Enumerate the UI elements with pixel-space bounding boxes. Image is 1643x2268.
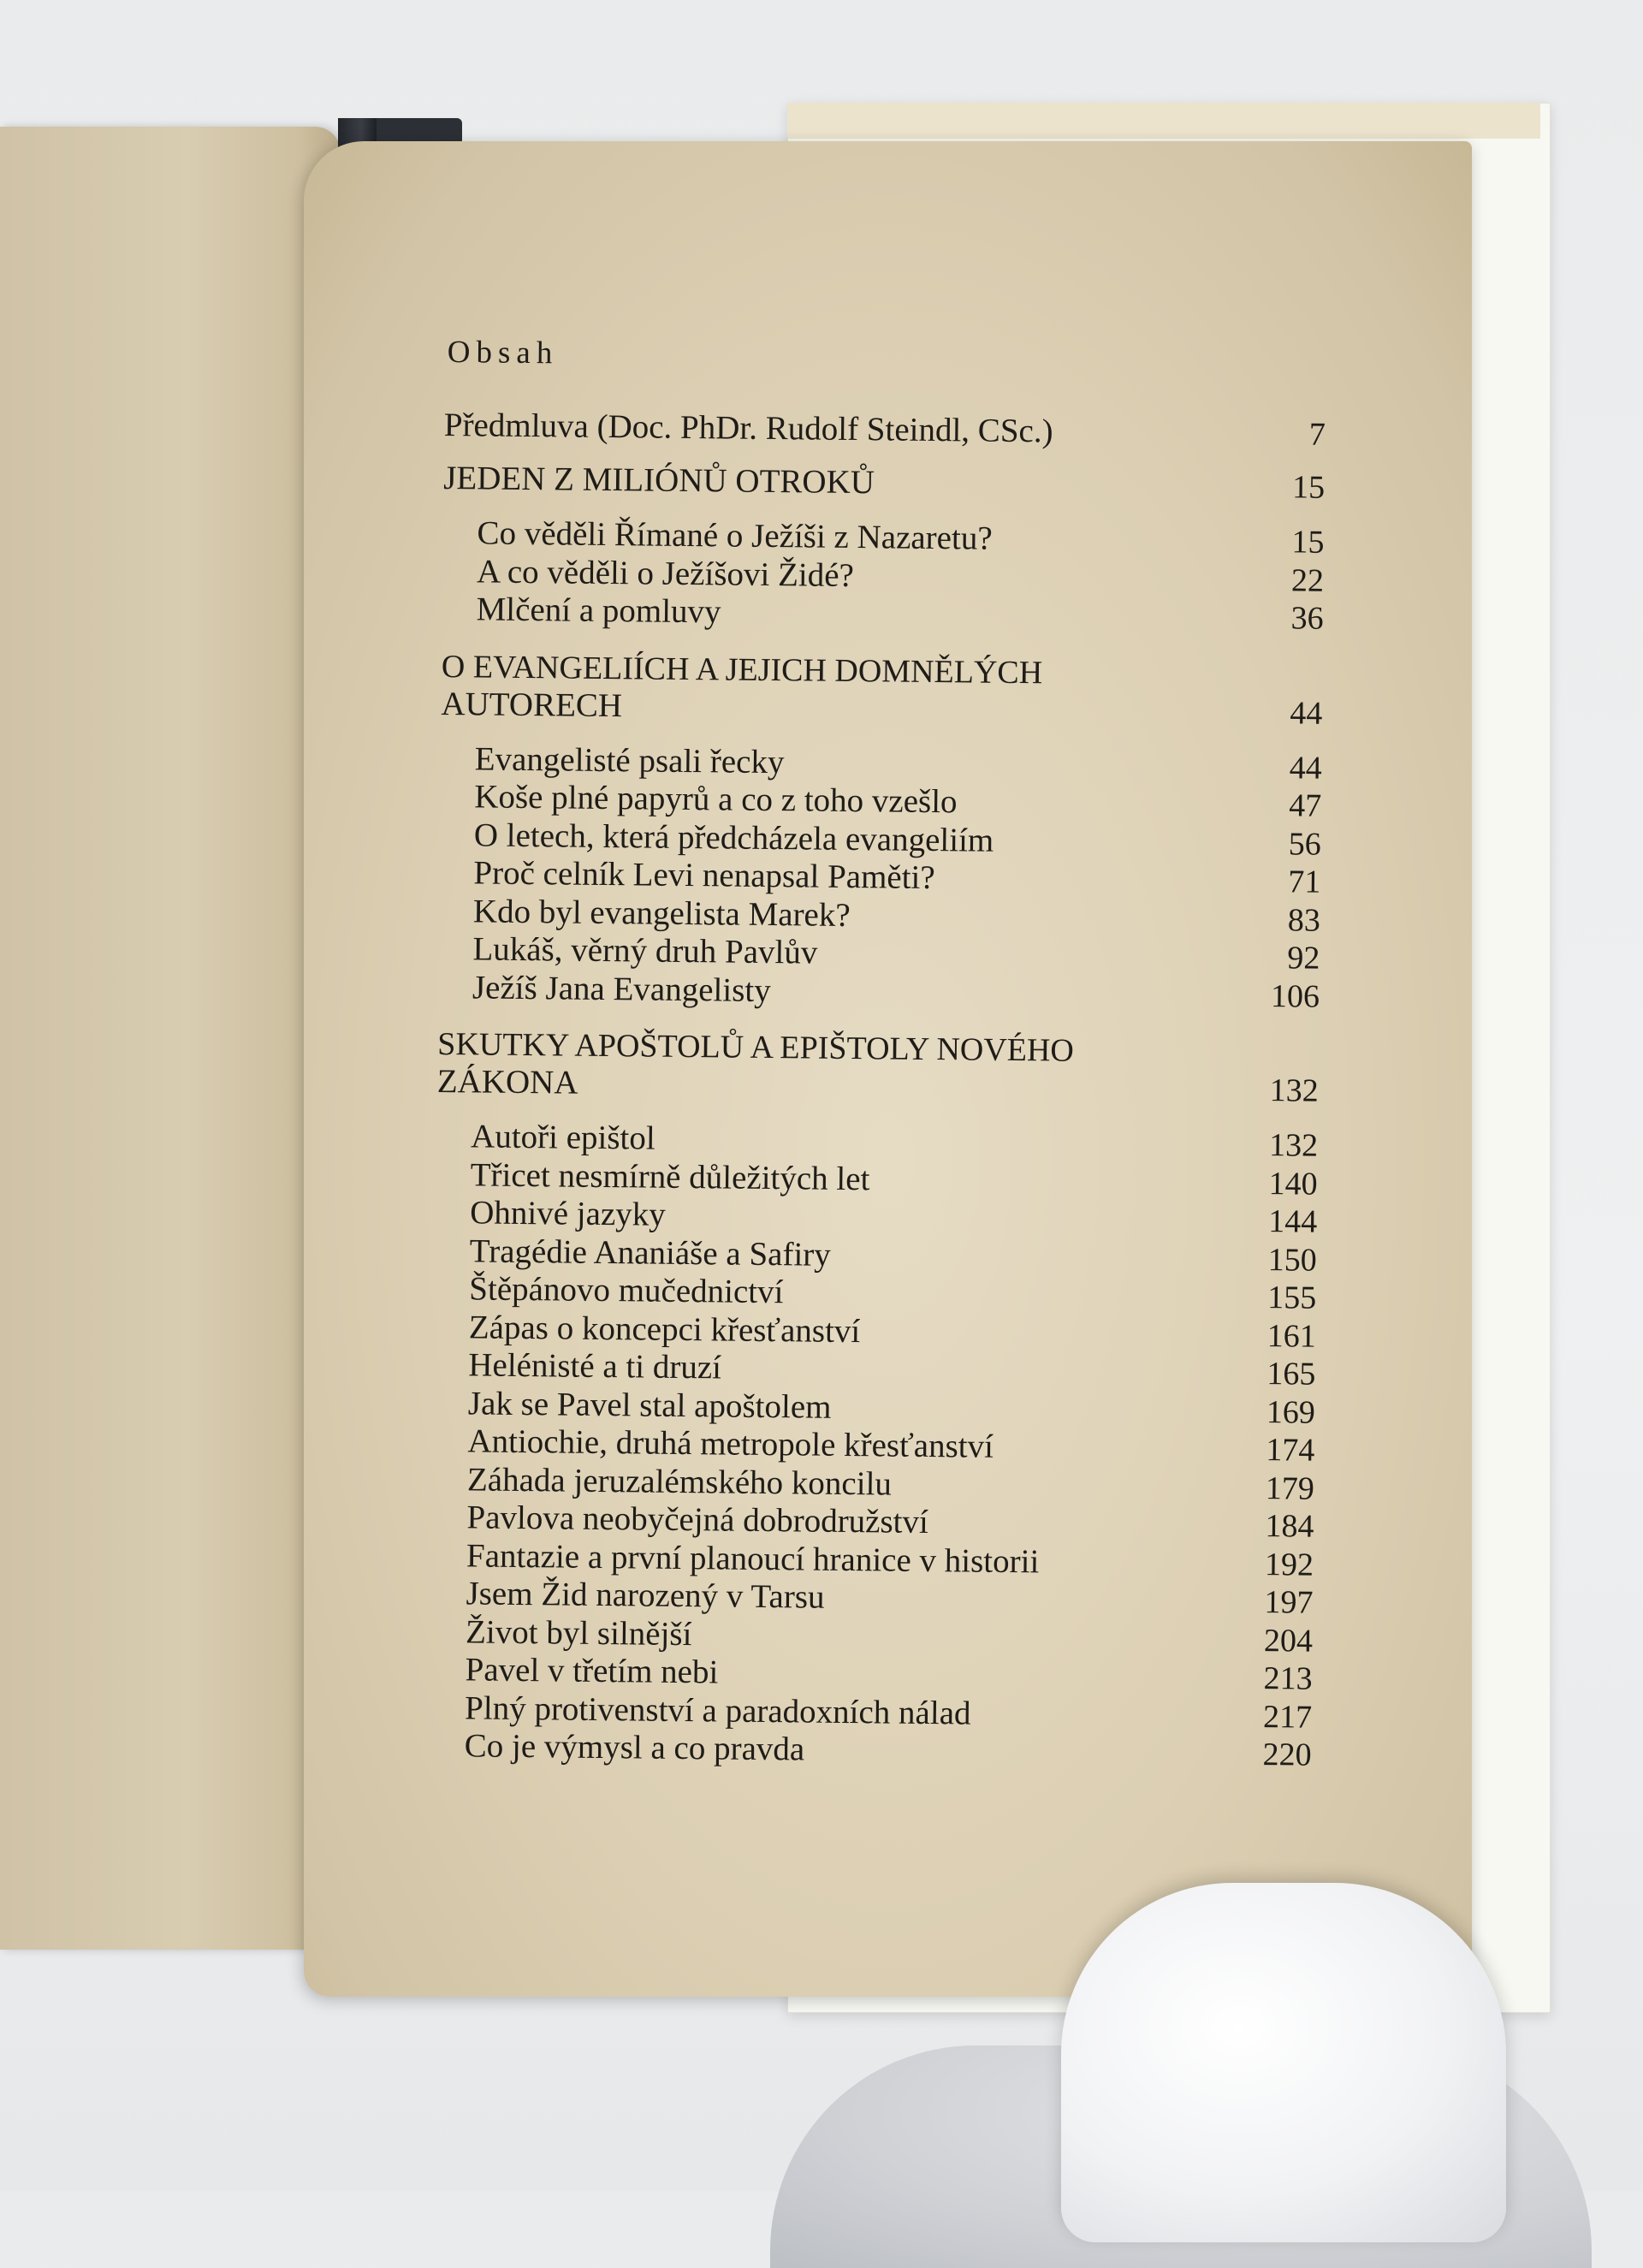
toc-page-number: 204: [1263, 1622, 1314, 1659]
toc-page-number: 15: [1291, 469, 1326, 506]
toc-entry-title: Jak se Pavel stal apoštolem: [467, 1384, 832, 1426]
toc-page-number: 169: [1266, 1393, 1316, 1431]
toc-page-number: 71: [1288, 864, 1321, 900]
toc-page-number: 47: [1289, 787, 1322, 824]
toc-page-number: 144: [1267, 1203, 1318, 1240]
toc-list: [430, 407, 1326, 1774]
toc-page-number: 155: [1267, 1279, 1317, 1316]
toc-entry-title: Život byl silnější: [465, 1612, 692, 1653]
toc-entry-title: Proč celník Levi nenapsal Paměti?: [473, 854, 935, 897]
toc-page-number: 220: [1262, 1737, 1312, 1773]
toc-chapter-row: [444, 407, 1326, 454]
toc-entry-title: Jsem Žid narozený v Tarsu: [466, 1575, 825, 1616]
toc-entry-title: Štěpánovo mučednictví: [469, 1270, 784, 1311]
toc-page-number: 56: [1288, 825, 1322, 863]
toc-page-number: 7: [1308, 416, 1326, 453]
toc-entry-title: Antiochie, druhá metropole křesťanství: [467, 1422, 994, 1465]
toc-page-number: 217: [1262, 1698, 1313, 1736]
toc-entry-title: Lukáš, věrný druh Pavlův: [472, 930, 818, 971]
toc-entry-title: Pavel v třetím nebi: [465, 1651, 719, 1691]
toc-entry-title: Ohnivé jazyky: [470, 1194, 666, 1233]
toc-page-number: 44: [1289, 749, 1322, 787]
toc-entry-title: Předmluva (Doc. PhDr. Rudolf Steindl, CSc.): [443, 406, 1053, 450]
gloved-thumb: [1061, 1883, 1506, 2242]
toc-entry-title: Záhada jeruzalémského koncilu: [466, 1460, 893, 1503]
toc-page-number: 22: [1290, 561, 1325, 599]
toc-entry-title: Koše plné papyrů a co z toho vzešlo: [474, 778, 958, 821]
toc-page-number: 83: [1287, 901, 1321, 939]
toc-page-number: 36: [1290, 600, 1324, 637]
toc-page-number: 106: [1270, 977, 1320, 1015]
toc-entry-title: Pavlova neobyčejná dobrodružství: [466, 1499, 929, 1541]
toc-page-number: 192: [1264, 1546, 1314, 1583]
toc-page-number: 150: [1267, 1241, 1317, 1279]
toc-page-number: 184: [1265, 1508, 1314, 1545]
toc-entry-title: Co je výmysl a co pravda: [464, 1727, 805, 1768]
toc-entry-title: ZÁKONA: [436, 1062, 578, 1101]
toc-entry-title: Fantazie a první planoucí hranice v historii: [466, 1536, 1040, 1580]
toc-page-number: 44: [1290, 694, 1323, 732]
toc-entry-title: Tragédie Ananiáše a Safiry: [469, 1232, 832, 1274]
toc-entry-title: SKUTKY APOŠTOLŮ A EPIŠTOLY NOVÉHO: [437, 1025, 1075, 1069]
toc-entry-title: O EVANGELIÍCH A JEJICH DOMNĚLÝCH: [441, 648, 1043, 691]
toc-page-number: 165: [1266, 1356, 1316, 1392]
toc-entry-title: O letech, která předcházela evangeliím: [473, 816, 994, 859]
toc-page-number: 132: [1269, 1072, 1320, 1109]
toc-entry-title: Ježíš Jana Evangelisty: [472, 968, 771, 1009]
toc-chapter-row: [441, 685, 1322, 732]
toc-entry-title: Co věděli Římané o Ježíši z Nazaretu?: [477, 514, 993, 557]
toc-entry-title: Mlčení a pomluvy: [476, 591, 721, 631]
toc-entry-title: A co věděli o Ježíšovi Židé?: [476, 552, 855, 594]
toc-page-number: 161: [1266, 1317, 1317, 1355]
toc-page-number: 132: [1268, 1127, 1319, 1164]
toc-page-number: 15: [1291, 524, 1325, 561]
toc-entry-row: [438, 968, 1320, 1015]
toc-title: Obsah: [447, 335, 559, 371]
toc-page-number: 213: [1263, 1660, 1313, 1697]
toc-chapter-row: [443, 460, 1325, 507]
toc-chapter-row: [437, 1063, 1319, 1110]
toc-page-number: 174: [1266, 1432, 1315, 1469]
toc-entry-title: Třicet nesmírně důležitých let: [470, 1155, 870, 1197]
back-cover-edge: [787, 103, 1540, 139]
left-book-page: [0, 127, 341, 1950]
toc-page-number: 197: [1264, 1584, 1314, 1621]
toc-entry-title: Evangelisté psali řecky: [474, 739, 785, 781]
toc-entry-title: Plný protivenství a paradoxních nálad: [464, 1689, 971, 1732]
toc-page-number: 140: [1268, 1165, 1318, 1202]
toc-entry-row: [442, 591, 1323, 638]
toc-entry-title: AUTORECH: [441, 685, 623, 724]
toc-entry-title: Autoři epištol: [470, 1118, 655, 1157]
toc-page-number: 92: [1287, 940, 1320, 977]
toc-entry-title: Zápas o koncepci křesťanství: [468, 1308, 861, 1350]
table-of-contents: [430, 334, 1326, 1774]
toc-entry-title: JEDEN Z MILIÓNŮ OTROKŮ: [443, 459, 875, 502]
toc-page-number: 179: [1265, 1469, 1315, 1507]
toc-entry-title: Helénisté a ti druzí: [468, 1346, 722, 1386]
toc-entry-title: Kdo byl evangelista Marek?: [472, 892, 851, 934]
